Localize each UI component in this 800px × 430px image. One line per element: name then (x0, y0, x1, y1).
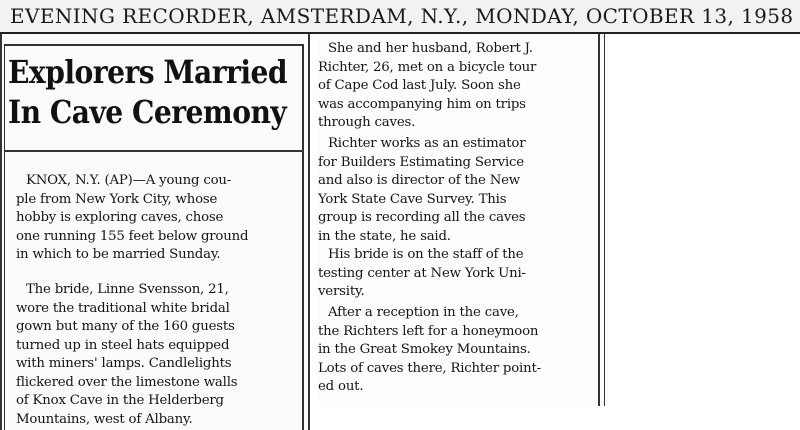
text-line: one running 155 feet below ground (16, 228, 249, 244)
text-line: group is recording all the caves (318, 210, 526, 225)
text-line: the Richters left for a honeymoon (318, 323, 539, 339)
column-divider-left (302, 44, 304, 430)
right-paragraph-1 (318, 40, 536, 133)
right-column-rule (598, 34, 600, 406)
text-line: in the Great Smokey Mountains. (318, 342, 531, 357)
text-line: ed out. (318, 379, 364, 394)
text-line: turned up in steel hats equipped (16, 337, 230, 353)
text-line: ple from New York City, whose (16, 191, 218, 207)
headline-bottom-rule (4, 150, 304, 152)
headline-line-2: In Cave Ceremony (8, 93, 287, 131)
text-line: was accompanying him on trips (318, 96, 526, 112)
text-line: The bride, Linne Svensson, 21, (26, 282, 229, 297)
headline (8, 52, 288, 132)
text-line: Mountains, west of Albany. (16, 411, 193, 427)
text-line: with miners' lamps. Candlelights (16, 356, 232, 371)
text-line: hobby is exploring caves, chose (16, 210, 224, 225)
text-line: His bride is on the staff of the (328, 247, 524, 262)
left-paragraph-1 (16, 172, 248, 265)
text-line: York State Cave Survey. This (318, 191, 507, 207)
text-line: After a reception in the cave, (328, 305, 519, 320)
text-line: gown but many of the 160 guests (16, 319, 235, 334)
text-line: for Builders Estimating Service (318, 154, 524, 170)
text-line: of Knox Cave in the Helderberg (16, 393, 224, 408)
right-paragraph-4 (318, 304, 541, 397)
text-line: Richter, 26, met on a bicycle tour (318, 59, 537, 75)
left-inner-rule (4, 44, 5, 430)
text-line: versity. (318, 284, 365, 299)
column-divider-right (308, 34, 310, 430)
text-line: in which to be married Sunday. (16, 247, 221, 262)
page-margin (612, 34, 800, 430)
masthead-text: EVENING RECORDER, AMSTERDAM, N.Y., MONDAY, OCTOBER 13, 1958 (10, 4, 794, 28)
text-line: through caves. (318, 115, 416, 130)
text-line: and also is director of the New (318, 173, 520, 188)
text-line: Richter works as an estimator (328, 136, 526, 151)
text-line: Lots of caves there, Richter point- (318, 360, 541, 376)
text-line: in the state, he said. (318, 228, 451, 244)
headline-line-1: Explorers Married (8, 53, 288, 91)
text-line: She and her husband, Robert J. (328, 41, 533, 56)
text-line: flickered over the limestone walls (16, 374, 238, 390)
text-line: testing center at New York Uni- (318, 265, 526, 281)
text-line: KNOX, N.Y. (AP)—A young cou- (26, 173, 232, 188)
left-paragraph-2 (16, 281, 237, 429)
right-paragraph-3 (318, 246, 526, 302)
right-paragraph-2 (318, 135, 525, 246)
right-column-outer-rule (604, 34, 605, 406)
text-line: of Cape Cod last July. Soon she (318, 78, 521, 93)
masthead (0, 0, 800, 34)
left-outer-rule (0, 34, 2, 430)
text-line: wore the traditional white bridal (16, 300, 230, 316)
headline-top-rule (4, 44, 304, 46)
